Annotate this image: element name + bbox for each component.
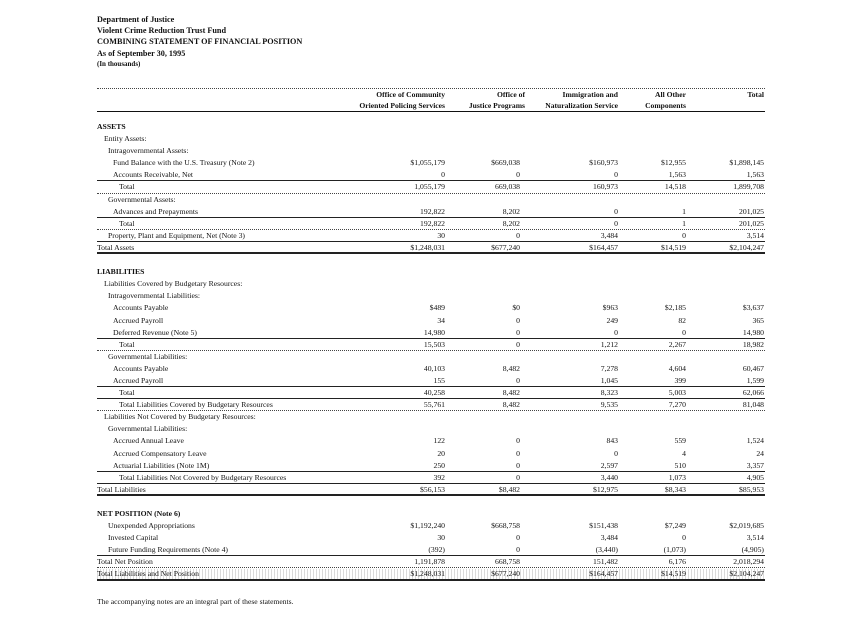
cell-value: $668,758 (491, 521, 520, 531)
cell-value: 8,202 (502, 218, 520, 228)
table-row (0, 121, 861, 133)
cell-value: 0 (682, 327, 686, 337)
table-row (0, 568, 861, 580)
row-label: Accrued Payroll (113, 315, 164, 325)
row-label: Intragovernmental Assets: (108, 146, 189, 156)
cell-value: $677,240 (491, 242, 520, 252)
cell-value: 0 (614, 448, 618, 458)
table-row (0, 520, 861, 532)
table-row (0, 363, 861, 375)
header-title: COMBINING STATEMENT OF FINANCIAL POSITION (97, 37, 303, 47)
row-label: Advances and Prepayments (113, 206, 198, 216)
cell-value: 0 (516, 460, 520, 470)
table-row (0, 145, 861, 157)
cell-value: 4 (682, 448, 686, 458)
header-date: As of September 30, 1995 (97, 48, 186, 58)
cell-value: $56,153 (420, 484, 445, 494)
cell-value: $1,248,031 (410, 569, 445, 579)
row-label: Accrued Payroll (113, 375, 164, 385)
cell-value: 559 (674, 436, 686, 446)
row-label: Governmental Liabilities: (108, 351, 188, 361)
table-row (0, 254, 861, 266)
column-header-ojp (447, 89, 525, 111)
cell-value: 8,482 (502, 400, 520, 410)
row-label: Total Liabilities and Net Position (97, 569, 199, 579)
row-label: NET POSITION (Note 6) (97, 509, 181, 518)
cell-value: $1,248,031 (410, 242, 445, 252)
cell-value: $963 (602, 303, 618, 313)
table-row (0, 169, 861, 181)
cell-value: 14,980 (742, 327, 764, 337)
cell-value: 3,484 (600, 230, 618, 240)
cell-value: $151,438 (589, 521, 618, 531)
cell-value: 0 (614, 327, 618, 337)
header-department: Department of Justice (97, 15, 175, 24)
column-header-ins (520, 89, 618, 111)
cell-value: $669,038 (491, 158, 520, 168)
row-label: Future Funding Requirements (Note 4) (108, 545, 228, 555)
cell-value: 1,073 (668, 472, 686, 482)
row-label: Intragovernmental Liabilities: (108, 291, 201, 301)
column-header-ojp-line2: Justice Programs (468, 101, 525, 110)
row-label: Total Liabilities Not Covered by Budgetary Resources (119, 472, 287, 482)
cell-value: 1,599 (746, 375, 764, 385)
cell-value: 3,514 (746, 230, 764, 240)
row-label: Total (119, 339, 135, 349)
cell-value: 3,440 (600, 472, 618, 482)
table-row (0, 339, 861, 351)
cell-value: $1,055,179 (410, 158, 445, 168)
cell-value: 0 (516, 339, 520, 349)
cell-value: (3,440) (595, 545, 618, 555)
cell-value: $14,519 (661, 242, 686, 252)
table-row (0, 181, 861, 193)
row-label: Total Liabilities (97, 484, 146, 494)
row-label: Total Assets (97, 242, 135, 252)
cell-value: 1 (682, 218, 686, 228)
column-header-other-line1: All Other (654, 90, 686, 99)
cell-value: 0 (614, 206, 618, 216)
cell-value: 392 (433, 472, 445, 482)
cell-value: $7,249 (664, 521, 686, 531)
cell-value: 7,278 (600, 363, 618, 373)
table-row (0, 194, 861, 206)
cell-value: 8,202 (502, 206, 520, 216)
table-row (0, 230, 861, 242)
header-fund: Violent Crime Reduction Trust Fund (97, 26, 227, 36)
row-label: Total (119, 388, 135, 398)
cell-value: 34 (437, 315, 445, 325)
cell-value: 8,482 (502, 388, 520, 398)
table-row (0, 266, 861, 278)
row-label: Unexpended Appropriations (108, 521, 195, 531)
row-label: Invested Capital (108, 533, 159, 543)
cell-value: 8,323 (600, 388, 618, 398)
cell-value: 0 (516, 315, 520, 325)
cell-value: $8,482 (498, 484, 520, 494)
cell-value: 0 (516, 170, 520, 180)
cell-value: 151,482 (593, 557, 618, 567)
cell-value: 6,176 (668, 557, 686, 567)
cell-value: $14,519 (661, 569, 686, 579)
cell-value: $164,457 (589, 242, 618, 252)
table-row (0, 206, 861, 218)
cell-value: 82 (678, 315, 686, 325)
cell-value: 0 (516, 327, 520, 337)
cell-value: 510 (674, 460, 686, 470)
column-header-total-line2: Total (747, 90, 764, 99)
cell-value: $489 (429, 303, 445, 313)
cell-value: $12,955 (661, 158, 686, 168)
table-row (0, 435, 861, 447)
footer-note: The accompanying notes are an integral part of these statements. (97, 597, 294, 606)
table-row (0, 157, 861, 169)
cell-value: $2,019,685 (729, 521, 764, 531)
cell-value: $1,898,145 (729, 158, 764, 168)
column-header-ins-line2: Naturalization Service (545, 101, 618, 110)
column-header-cops (330, 89, 445, 111)
cell-value: 192,822 (420, 206, 445, 216)
cell-value: 843 (606, 436, 618, 446)
cell-value: 3,514 (746, 533, 764, 543)
cell-value: 365 (752, 315, 764, 325)
row-label: Governmental Assets: (108, 194, 176, 204)
cell-value: 24 (756, 448, 764, 458)
cell-value: 3,484 (600, 533, 618, 543)
cell-value: 1,191,878 (414, 557, 445, 567)
row-label: Entity Assets: (104, 134, 147, 144)
table-row (0, 448, 861, 460)
table-row (0, 508, 861, 520)
column-header-total (700, 89, 764, 100)
column-header-ins-line1: Immigration and (562, 90, 618, 99)
cell-value: 30 (437, 230, 445, 240)
row-label: Total (119, 218, 135, 228)
table-row (0, 472, 861, 484)
cell-value: 0 (516, 545, 520, 555)
cell-value: 30 (437, 533, 445, 543)
column-header-other-line2: Components (645, 101, 686, 110)
table-row (0, 460, 861, 472)
cell-value: $677,240 (491, 569, 520, 579)
cell-value: $85,953 (739, 484, 764, 494)
table-row (0, 544, 861, 556)
cell-value: 18,982 (742, 339, 764, 349)
table-row (0, 484, 861, 496)
cell-value: 55,761 (423, 400, 445, 410)
cell-value: 249 (606, 315, 618, 325)
cell-value: (392) (428, 545, 445, 555)
cell-value: $0 (512, 303, 520, 313)
header-bottom-rule (97, 111, 765, 112)
cell-value: 40,103 (423, 363, 445, 373)
row-label: Accounts Payable (113, 303, 169, 313)
table-row (0, 218, 861, 230)
table-row (0, 387, 861, 399)
row-label: Property, Plant and Equipment, Net (Note 3) (108, 230, 245, 240)
cell-value: 1,899,708 (733, 182, 764, 192)
row-label: Total Net Position (97, 557, 153, 567)
table-row (0, 532, 861, 544)
cell-value: 1,055,179 (414, 182, 445, 192)
cell-value: 155 (433, 375, 445, 385)
column-header-cops-line2: Oriented Policing Services (359, 101, 445, 110)
row-label: Accounts Receivable, Net (113, 170, 194, 180)
cell-value: 0 (516, 230, 520, 240)
cell-value: $1,192,240 (410, 521, 445, 531)
table-row (0, 278, 861, 290)
table-row (0, 315, 861, 327)
cell-value: 40,258 (423, 388, 445, 398)
cell-value: 668,758 (495, 557, 520, 567)
cell-value: 8,482 (502, 363, 520, 373)
cell-value: $12,975 (593, 484, 618, 494)
table-row (0, 423, 861, 435)
cell-value: 0 (516, 533, 520, 543)
table-row (0, 375, 861, 387)
cell-value: 7,270 (668, 400, 686, 410)
cell-value: 9,535 (600, 400, 618, 410)
cell-value: 1,524 (746, 436, 764, 446)
row-label: Total Liabilities Covered by Budgetary Resources (119, 400, 273, 410)
row-label: Fund Balance with the U.S. Treasury (Note 2) (113, 158, 255, 168)
cell-value: $3,637 (742, 303, 764, 313)
table-row (0, 133, 861, 145)
table-row (0, 496, 861, 508)
table-row (0, 242, 861, 254)
row-label: Deferred Revenue (Note 5) (113, 327, 197, 337)
cell-value: 122 (433, 436, 445, 446)
table-row (0, 556, 861, 568)
table-row (0, 399, 861, 411)
cell-value: $8,343 (664, 484, 686, 494)
row-label: Liabilities Not Covered by Budgetary Resources: (104, 412, 256, 422)
column-header-ojp-line1: Office of (496, 90, 525, 99)
row-label: ASSETS (97, 122, 126, 131)
table-row (0, 411, 861, 423)
column-header-other (620, 89, 686, 111)
cell-value: 192,822 (420, 218, 445, 228)
cell-value: 5,003 (668, 388, 686, 398)
statement-header (97, 14, 302, 70)
row-label: Total (119, 182, 135, 192)
cell-value: $2,185 (664, 303, 686, 313)
row-label: Accrued Annual Leave (113, 436, 184, 446)
cell-value: $2,104,247 (729, 569, 764, 579)
cell-value: 1 (682, 206, 686, 216)
table-row (0, 290, 861, 302)
cell-value: 160,973 (593, 182, 618, 192)
cell-value: 4,604 (668, 363, 686, 373)
cell-value: 2,267 (668, 339, 686, 349)
cell-value: 669,038 (495, 182, 520, 192)
cell-value: 2,018,294 (733, 557, 764, 567)
cell-value: 0 (516, 375, 520, 385)
cell-value: (4,905) (741, 545, 764, 555)
cell-value: 15,503 (423, 339, 445, 349)
header-units: (In thousands) (97, 59, 141, 68)
cell-value: $164,457 (589, 569, 618, 579)
cell-value: 2,597 (600, 460, 618, 470)
cell-value: 60,467 (742, 363, 764, 373)
row-label: Accounts Payable (113, 363, 169, 373)
cell-value: 1,045 (600, 375, 618, 385)
cell-value: 1,563 (746, 170, 764, 180)
row-label: Liabilities Covered by Budgetary Resources: (104, 279, 243, 289)
cell-value: 20 (437, 448, 445, 458)
cell-value: 201,025 (739, 206, 764, 216)
row-label: Governmental Liabilities: (108, 424, 188, 434)
cell-value: 14,980 (423, 327, 445, 337)
cell-value: 0 (614, 170, 618, 180)
cell-value: 1,563 (668, 170, 686, 180)
column-header-cops-line1: Office of Community (376, 90, 445, 99)
cell-value: 0 (682, 230, 686, 240)
cell-value: 201,025 (739, 218, 764, 228)
cell-value: 3,357 (746, 460, 764, 470)
cell-value: 0 (614, 218, 618, 228)
cell-value: 81,048 (742, 400, 764, 410)
cell-value: 14,518 (664, 182, 686, 192)
cell-value: $160,973 (589, 158, 618, 168)
row-rule (97, 579, 765, 581)
cell-value: 4,905 (746, 472, 764, 482)
cell-value: 399 (674, 375, 686, 385)
cell-value: 1,212 (600, 339, 618, 349)
cell-value: $2,104,247 (729, 242, 764, 252)
cell-value: 0 (441, 170, 445, 180)
cell-value: 0 (516, 436, 520, 446)
table-row (0, 302, 861, 314)
row-label: LIABILITIES (97, 267, 145, 277)
cell-value: 0 (682, 533, 686, 543)
cell-value: 62,066 (742, 388, 764, 398)
statement-table (0, 121, 861, 581)
cell-value: 0 (516, 448, 520, 458)
cell-value: 0 (516, 472, 520, 482)
cell-value: (1,073) (663, 545, 686, 555)
cell-value: 250 (433, 460, 445, 470)
table-row (0, 351, 861, 363)
row-label: Accrued Compensatory Leave (113, 448, 207, 458)
table-row (0, 327, 861, 339)
row-label: Actuarial Liabilities (Note 1M) (113, 460, 210, 470)
